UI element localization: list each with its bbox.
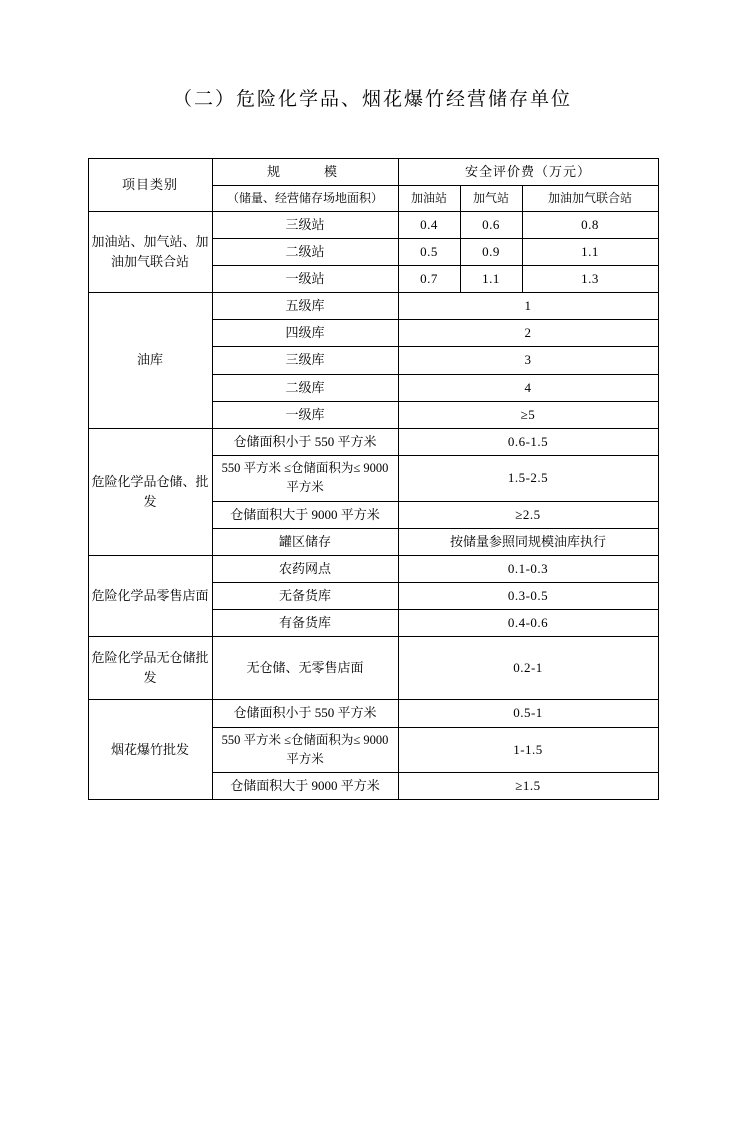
row-scale: 农药网点: [212, 556, 398, 583]
table-row: [88, 293, 658, 320]
row-fee: 4: [398, 374, 658, 401]
table-header-row: [88, 159, 658, 186]
fee-table: [88, 158, 659, 800]
row-scale: 仓储面积大于 9000 平方米: [212, 773, 398, 800]
row-category: 危险化学品零售店面: [88, 556, 212, 637]
row-fee-c: 1.1: [522, 238, 658, 265]
row-fee: 0.3-0.5: [398, 583, 658, 610]
row-category: 危险化学品无仓储批发: [88, 637, 212, 700]
row-fee: ≥5: [398, 401, 658, 428]
row-scale: 三级站: [212, 211, 398, 238]
row-scale: 仓储面积小于 550 平方米: [212, 700, 398, 727]
table-row: [88, 556, 658, 583]
row-scale: 一级站: [212, 266, 398, 293]
table-row: [88, 637, 658, 700]
row-scale: 四级库: [212, 320, 398, 347]
row-fee-b: 0.6: [460, 211, 522, 238]
row-scale: 无备货库: [212, 583, 398, 610]
row-fee: 0.5-1: [398, 700, 658, 727]
row-fee-a: 0.4: [398, 211, 460, 238]
row-fee-c: 0.8: [522, 211, 658, 238]
fee-table-wrapper: [88, 158, 658, 800]
row-fee: 1-1.5: [398, 727, 658, 773]
row-scale: 五级库: [212, 293, 398, 320]
row-scale: 仓储面积小于 550 平方米: [212, 428, 398, 455]
header-category: 项目类别: [88, 159, 212, 212]
row-scale: 550 平方米 ≤仓储面积为≤ 9000 平方米: [212, 727, 398, 773]
row-scale: 二级站: [212, 238, 398, 265]
header-scale-sub: （储量、经营储存场地面积）: [212, 186, 398, 212]
row-category: 油库: [88, 293, 212, 429]
table-row: [88, 700, 658, 727]
row-fee: 1.5-2.5: [398, 456, 658, 502]
document-page: [0, 84, 745, 1138]
row-fee: ≥2.5: [398, 501, 658, 528]
row-scale: 一级库: [212, 401, 398, 428]
header-scale-main: 规 模: [212, 159, 398, 186]
row-fee: 0.6-1.5: [398, 428, 658, 455]
row-scale: 仓储面积大于 9000 平方米: [212, 501, 398, 528]
row-fee-a: 0.7: [398, 266, 460, 293]
row-fee: 0.2-1: [398, 637, 658, 700]
row-fee: ≥1.5: [398, 773, 658, 800]
row-scale: 550 平方米 ≤仓储面积为≤ 9000 平方米: [212, 456, 398, 502]
row-fee-a: 0.5: [398, 238, 460, 265]
row-fee: 按储量参照同规模油库执行: [398, 528, 658, 555]
row-fee: 3: [398, 347, 658, 374]
row-scale: 罐区储存: [212, 528, 398, 555]
row-scale: 三级库: [212, 347, 398, 374]
table-row: [88, 211, 658, 238]
row-scale: 二级库: [212, 374, 398, 401]
row-fee-b: 1.1: [460, 266, 522, 293]
row-fee: 1: [398, 293, 658, 320]
row-fee: 2: [398, 320, 658, 347]
table-row: [88, 428, 658, 455]
row-scale: 有备货库: [212, 610, 398, 637]
row-fee: 0.1-0.3: [398, 556, 658, 583]
row-category: 加油站、加气站、加油加气联合站: [88, 211, 212, 292]
header-fee-cng-station: 加气站: [460, 186, 522, 212]
row-fee-c: 1.3: [522, 266, 658, 293]
row-scale: 无仓储、无零售店面: [212, 637, 398, 700]
header-fee-combined-station: 加油加气联合站: [522, 186, 658, 212]
header-fee-gas-station: 加油站: [398, 186, 460, 212]
row-fee: 0.4-0.6: [398, 610, 658, 637]
row-category: 危险化学品仓储、批发: [88, 428, 212, 555]
page-title: （二）危险化学品、烟花爆竹经营储存单位: [172, 89, 572, 110]
row-fee-b: 0.9: [460, 238, 522, 265]
row-category: 烟花爆竹批发: [88, 700, 212, 800]
header-fee-group: 安全评价费（万元）: [398, 159, 658, 186]
